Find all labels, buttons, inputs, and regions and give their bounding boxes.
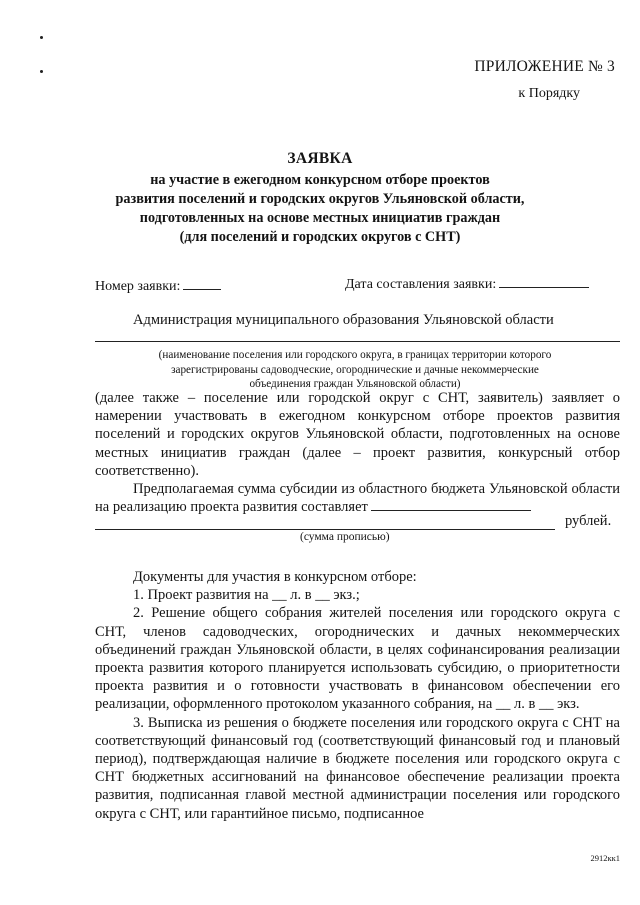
intro-text: (далее также – поселение или городской округ с СНТ, заявитель) заявляет о намерении участвовать в ежегодном конкурсном отборе проектов развития поселений и городских округов Ульяновской области, подготовленных на основе местных инициатив граждан (далее – проект развития, конкурсный отбор соответственно). <box>95 390 620 479</box>
application-number-field <box>95 277 221 295</box>
application-date-field <box>345 275 589 293</box>
subsidy-hint: (сумма прописью) <box>300 531 390 543</box>
subtitle-line: (для поселений и городских округов с СНТ) <box>179 229 461 245</box>
document-item-3: 3. Выписка из решения о бюджете поселения или городского округа с СНТ на соответствующий финансовый год (соответствующий финансовый год и плановый период), подтверждающая наличие в бюджете поселения или городского округа с СНТ бюджетных ассигнований на финансовое обеспечение реализации проекта развития, подписанная главой местной администрации поселения или городского округа с СНТ, или гарантийное письмо, подписанное <box>95 714 620 822</box>
application-number-blank <box>183 277 221 290</box>
documents-heading: Документы для участия в конкурсном отборе: <box>133 569 417 585</box>
document-subtitle <box>0 171 640 247</box>
application-date-label: Дата составления заявки: <box>345 277 497 292</box>
application-date-blank <box>499 275 589 288</box>
appendix-label: ПРИЛОЖЕНИЕ № 3 <box>474 58 615 75</box>
scan-mark-dot <box>40 70 43 73</box>
subtitle-line: на участие в ежегодном конкурсном отборе проектов <box>150 172 490 188</box>
name-hint-line: (наименование поселения или городского округа, в границах территории которого <box>158 349 552 361</box>
intro-paragraph <box>95 389 620 480</box>
subsidy-amount-blank <box>371 498 531 511</box>
name-hint-line: зарегистрированы садоводческие, огороднические и дачные некоммерческие <box>171 363 539 376</box>
page-code: 2912кк1 <box>590 853 620 863</box>
administration-underline <box>95 341 620 342</box>
subtitle-line: подготовленных на основе местных инициатив граждан <box>139 210 501 226</box>
scan-mark-dot <box>40 36 43 39</box>
subsidy-currency: рублей. <box>565 513 612 529</box>
subsidy-words-line <box>95 529 555 530</box>
subsidy-paragraph <box>95 480 620 516</box>
subtitle-line: развития поселений и городских округов Ульяновской области, <box>115 191 525 207</box>
documents-section <box>95 568 620 823</box>
subsidy-text: Предполагаемая сумма субсидии из областного бюджета Ульяновской области на реализацию проекта развития составляет <box>95 481 620 516</box>
document-item-1: 1. Проект развития на __ л. в __ экз.; <box>133 587 360 604</box>
name-hint <box>95 348 615 392</box>
document-title: ЗАЯВКА <box>287 150 353 167</box>
application-number-label: Номер заявки: <box>95 279 181 294</box>
document-item-2: 2. Решение общего собрания жителей поселения или городского округа с СНТ, членов садоводческих, огороднических и дачных некоммерческих объединений граждан Ульяновской области, в целях софинансирования реализации проекта развития которого планируется использовать субсидию, о приоритетности проекта развития и о готовности участвовать в финансовом обеспечении его реализации, оформленного протоколом указанного собрания, на __ л. в __ экз. <box>95 605 620 713</box>
administration-line: Администрация муниципального образования Ульяновской области <box>133 312 554 328</box>
order-reference: к Порядку <box>518 86 580 101</box>
name-hint-line: объединения граждан Ульяновской области) <box>249 378 461 390</box>
